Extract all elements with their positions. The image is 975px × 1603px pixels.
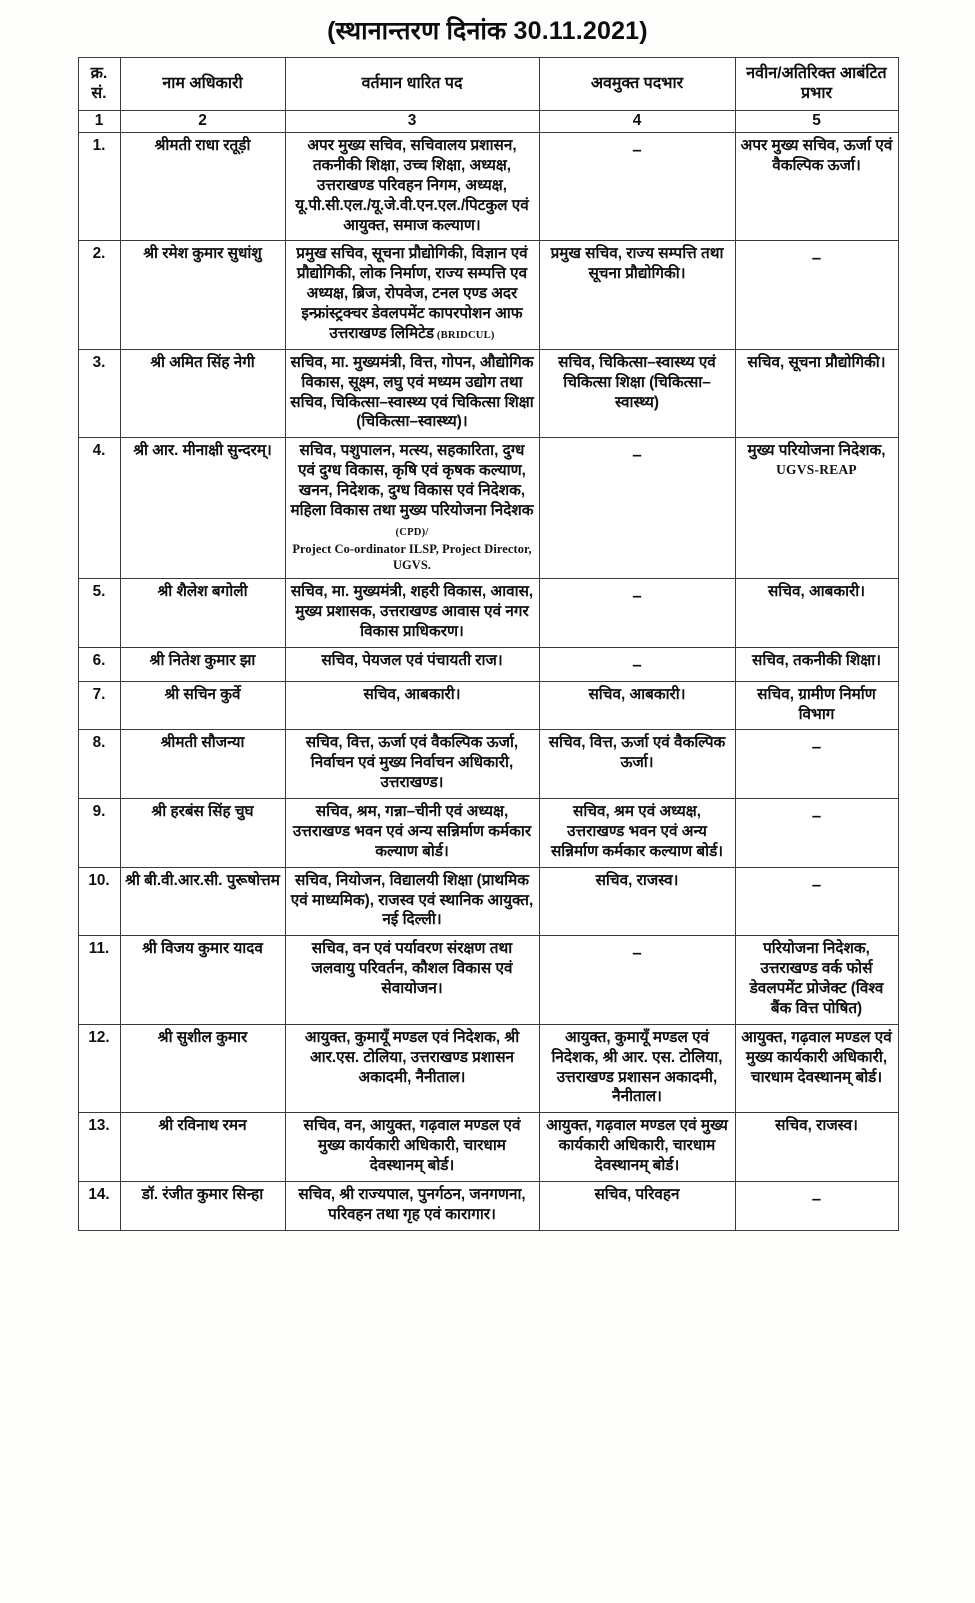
cell-current-post (285, 1113, 539, 1182)
column-number-5: 5 (735, 111, 898, 133)
cell-officer-name: श्री विजय कुमार यादव (120, 936, 285, 1025)
cell-serial-number: 1. (78, 133, 120, 241)
cell-current-post (285, 241, 539, 349)
cell-new-charge (735, 1024, 898, 1113)
cell-current-post (285, 647, 539, 681)
table-row (78, 936, 898, 1025)
table-container (78, 57, 898, 1231)
cell-officer-name: श्री सुशील कुमार (120, 1024, 285, 1113)
cell-serial-number: 4. (78, 438, 120, 579)
cell-officer-name: श्री अमित सिंह नेगी (120, 349, 285, 438)
cell-new-charge (735, 133, 898, 241)
cell-new-charge (735, 578, 898, 647)
cell-current-post (285, 730, 539, 799)
current-post-english-note: Project Co-ordinator ILSP, Project Director, UGVS. (292, 541, 532, 572)
header-current-post: वर्तमान धारित पद (285, 58, 539, 111)
cell-relieved-charge (539, 133, 735, 241)
cell-serial-number: 9. (78, 799, 120, 868)
cell-new-charge (735, 647, 898, 681)
cell-relieved-charge: सचिव, वित्त, ऊर्जा एवं वैकल्पिक ऊर्जा। (539, 730, 735, 799)
empty-dash: – (632, 585, 642, 605)
page-title: (स्थानान्तरण दिनांक 30.11.2021) (327, 17, 648, 45)
cell-serial-number: 11. (78, 936, 120, 1025)
cell-serial-number: 13. (78, 1113, 120, 1182)
table-row (78, 1181, 898, 1230)
cell-officer-name: श्रीमती राधा रतूड़ी (120, 133, 285, 241)
current-post-abbreviation: (CPD)/ (395, 526, 429, 538)
new-charge-text: मुख्य परियोजना निदेशक, (747, 442, 886, 460)
current-post-text: प्रमुख सचिव, सूचना प्रौद्योगिकी, विज्ञान एवं प्रौद्योगिकी, लोक निर्माण, राज्य सम्पत्ति एव अध्यक्ष, ब्रिज, रोपवेज, टनल एण्ड अदर इन्फ्रांस्ट्रक्चर डेवलपमेंट कापरपोशन आफ उत्तराखण्ड लिमिटेड (296, 245, 528, 342)
cell-new-charge (735, 349, 898, 438)
empty-dash: – (632, 654, 642, 674)
new-charge-text: सचिव, राजस्व। (775, 1117, 858, 1135)
table-row (78, 1024, 898, 1113)
cell-relieved-charge: सचिव, श्रम एवं अध्यक्ष, उत्तराखण्ड भवन एवं अन्य सन्निर्माण कर्मकार कल्याण बोर्ड। (539, 799, 735, 868)
current-post-text: सचिव, मा. मुख्यमंत्री, शहरी विकास, आवास, मुख्य प्रशासक, उत्तराखण्ड आवास एवं नगर विकास प्राधिकरण। (290, 582, 534, 640)
cell-serial-number: 2. (78, 241, 120, 349)
current-post-text: सचिव, वन, आयुक्त, गढ़वाल मण्डल एवं मुख्य कार्यकारी अधिकारी, चारधाम देवस्थानम् बोर्ड। (303, 1117, 521, 1175)
cell-current-post (285, 578, 539, 647)
current-post-text: सचिव, पेयजल एवं पंचायती राज। (321, 651, 503, 669)
cell-relieved-charge (539, 936, 735, 1025)
cell-new-charge (735, 681, 898, 730)
cell-officer-name: श्री रविनाथ रमन (120, 1113, 285, 1182)
cell-officer-name: श्री बी.वी.आर.सी. पुरूषोत्तम (120, 867, 285, 936)
header-officer-name: नाम अधिकारी (120, 58, 285, 111)
table-body (78, 133, 898, 1231)
table-row (78, 867, 898, 936)
cell-officer-name: श्री आर. मीनाक्षी सुन्दरम्। (120, 438, 285, 579)
table-row (78, 647, 898, 681)
cell-current-post (285, 936, 539, 1025)
cell-serial-number: 5. (78, 578, 120, 647)
current-post-text: सचिव, श्री राज्यपाल, पुनर्गठन, जनगणना, परिवहन तथा गृह एवं कारागार। (298, 1185, 526, 1223)
transfer-table (78, 57, 899, 1231)
cell-officer-name: श्री नितेश कुमार झा (120, 647, 285, 681)
cell-new-charge (735, 936, 898, 1025)
cell-officer-name: डॉ. रंजीत कुमार सिन्हा (120, 1181, 285, 1230)
cell-current-post (285, 133, 539, 241)
cell-officer-name: श्रीमती सौजन्या (120, 730, 285, 799)
current-post-text: आयुक्त, कुमायूँ मण्डल एवं निदेशक, श्री आर.एस. टोलिया, उत्तराखण्ड प्रशासन अकादमी, नैनीताल। (304, 1028, 520, 1086)
cell-serial-number: 7. (78, 681, 120, 730)
table-row (78, 730, 898, 799)
cell-current-post (285, 1181, 539, 1230)
current-post-text: अपर मुख्य सचिव, सचिवालय प्रशासन, तकनीकी शिक्षा, उच्च शिक्षा, अध्यक्ष, उत्तराखण्ड परिवहन निगम, अध्यक्ष, यू.पी.सी.एल./यू.जे.वी.एन.एल./पिटकुल एवं आयुक्त, समाज कल्याण। (295, 137, 529, 234)
new-charge-text: अपर मुख्य सचिव, ऊर्जा एवं वैकल्पिक ऊर्जा। (740, 137, 893, 174)
cell-new-charge (735, 799, 898, 868)
table-row (78, 241, 898, 349)
table-row (78, 438, 898, 579)
header-new-charge: नवीन/अतिरिक्त आबंटित प्रभार (735, 58, 898, 111)
cell-relieved-charge (539, 578, 735, 647)
empty-dash: – (811, 737, 822, 757)
header-row (78, 58, 898, 111)
current-post-text: सचिव, आबकारी। (363, 685, 461, 703)
cell-relieved-charge: आयुक्त, गढ़वाल मण्डल एवं मुख्य कार्यकारी अधिकारी, चारधाम देवस्थानम् बोर्ड। (539, 1113, 735, 1182)
cell-serial-number: 3. (78, 349, 120, 438)
cell-relieved-charge: सचिव, राजस्व। (539, 867, 735, 936)
cell-officer-name: श्री हरबंस सिंह चुघ (120, 799, 285, 868)
table-head (78, 58, 898, 133)
column-number-2: 2 (120, 111, 285, 133)
cell-current-post (285, 438, 539, 579)
cell-relieved-charge: सचिव, परिवहन (539, 1181, 735, 1230)
table-row (78, 799, 898, 868)
cell-current-post (285, 867, 539, 936)
cell-officer-name: श्री रमेश कुमार सुधांशु (120, 241, 285, 349)
cell-relieved-charge (539, 438, 735, 579)
cell-relieved-charge: सचिव, आबकारी। (539, 681, 735, 730)
empty-dash: – (811, 806, 822, 826)
cell-relieved-charge (539, 647, 735, 681)
cell-serial-number: 10. (78, 867, 120, 936)
cell-new-charge (735, 1181, 898, 1230)
current-post-abbreviation: (BRIDCUL) (434, 329, 495, 341)
new-charge-text: सचिव, ग्रामीण निर्माण विभाग (757, 685, 876, 723)
cell-new-charge (735, 867, 898, 936)
new-charge-text: सचिव, सूचना प्रौद्योगिकी। (747, 353, 886, 371)
column-number-row (78, 111, 898, 133)
header-serial: क्र. सं. (78, 58, 120, 111)
empty-dash: – (811, 874, 822, 894)
current-post-text: सचिव, मा. मुख्यमंत्री, वित्त, गोपन, औद्योगिक विकास, सूक्ष्म, लघु एवं मध्यम उद्योग तथा सचिव, चिकित्सा–स्वास्थ्य एवं चिकित्सा शिक्षा (चिकित्सा–स्वास्थ्य)। (290, 353, 534, 431)
table-row (78, 133, 898, 241)
cell-current-post (285, 1024, 539, 1113)
table-row (78, 1113, 898, 1182)
cell-new-charge (735, 1113, 898, 1182)
empty-dash: – (632, 445, 642, 465)
new-charge-text: सचिव, तकनीकी शिक्षा। (752, 651, 881, 669)
current-post-text: सचिव, वन एवं पर्यावरण संरक्षण तथा जलवायु परिवर्तन, कौशल विकास एवं सेवायोजन। (311, 940, 513, 998)
cell-serial-number: 6. (78, 647, 120, 681)
current-post-text: सचिव, पशुपालन, मत्स्य, सहकारिता, दुग्ध एवं दुग्ध विकास, कृषि एवं कृषक कल्याण, खनन, निदेशक, दुग्ध विकास एवं निदेशक, महिला विकास तथा मुख्य परियोजना निदेशक (290, 442, 534, 519)
column-number-1: 1 (78, 111, 120, 133)
cell-current-post (285, 799, 539, 868)
new-charge-text: परियोजना निदेशक, उत्तराखण्ड वर्क फोर्स डेवलपमेंट प्रोजेक्ट (विश्व बैंक वित्त पोषित) (749, 940, 884, 1017)
empty-dash: – (632, 140, 642, 160)
cell-serial-number: 12. (78, 1024, 120, 1113)
cell-new-charge (735, 438, 898, 579)
header-relieved-charge: अवमुक्त पदभार (539, 58, 735, 111)
cell-relieved-charge: सचिव, चिकित्सा–स्वास्थ्य एवं चिकित्सा शिक्षा (चिकित्सा–स्वास्थ्य) (539, 349, 735, 438)
new-charge-text: सचिव, आबकारी। (767, 582, 866, 600)
cell-officer-name: श्री शैलेश बगोली (120, 578, 285, 647)
table-row (78, 578, 898, 647)
empty-dash: – (632, 943, 642, 963)
cell-relieved-charge: प्रमुख सचिव, राज्य सम्पत्ति तथा सूचना प्रौद्योगिकी। (539, 241, 735, 349)
new-charge-english-code: UGVS-REAP (776, 462, 857, 478)
empty-dash: – (811, 248, 822, 268)
cell-new-charge (735, 241, 898, 349)
column-number-3: 3 (285, 111, 539, 133)
table-row (78, 349, 898, 438)
cell-serial-number: 14. (78, 1181, 120, 1230)
cell-officer-name: श्री सचिन कुर्वे (120, 681, 285, 730)
cell-current-post (285, 681, 539, 730)
cell-serial-number: 8. (78, 730, 120, 799)
column-number-4: 4 (539, 111, 735, 133)
current-post-text: सचिव, नियोजन, विद्यालयी शिक्षा (प्राथमिक एवं माध्यमिक), राजस्व एवं स्थानिक आयुक्त, नई दिल्ली। (290, 871, 534, 929)
current-post-text: सचिव, वित्त, ऊर्जा एवं वैकल्पिक ऊर्जा, निर्वाचन एवं मुख्य निर्वाचन अधिकारी, उत्तराखण्ड। (305, 734, 519, 792)
cell-relieved-charge: आयुक्त, कुमायूँ मण्डल एवं निदेशक, श्री आर. एस. टोलिया, उत्तराखण्ड प्रशासन अकादमी, नैनीताल। (539, 1024, 735, 1113)
cell-new-charge (735, 730, 898, 799)
table-row (78, 681, 898, 730)
cell-current-post (285, 349, 539, 438)
empty-dash: – (811, 1188, 822, 1208)
current-post-text: सचिव, श्रम, गन्ना–चीनी एवं अध्यक्ष, उत्तराखण्ड भवन एवं अन्य सन्निर्माण कर्मकार कल्याण बोर्ड। (292, 803, 532, 860)
new-charge-text: आयुक्त, गढ़वाल मण्डल एवं मुख्य कार्यकारी अधिकारी, चारधाम देवस्थानम् बोर्ड। (741, 1028, 892, 1086)
